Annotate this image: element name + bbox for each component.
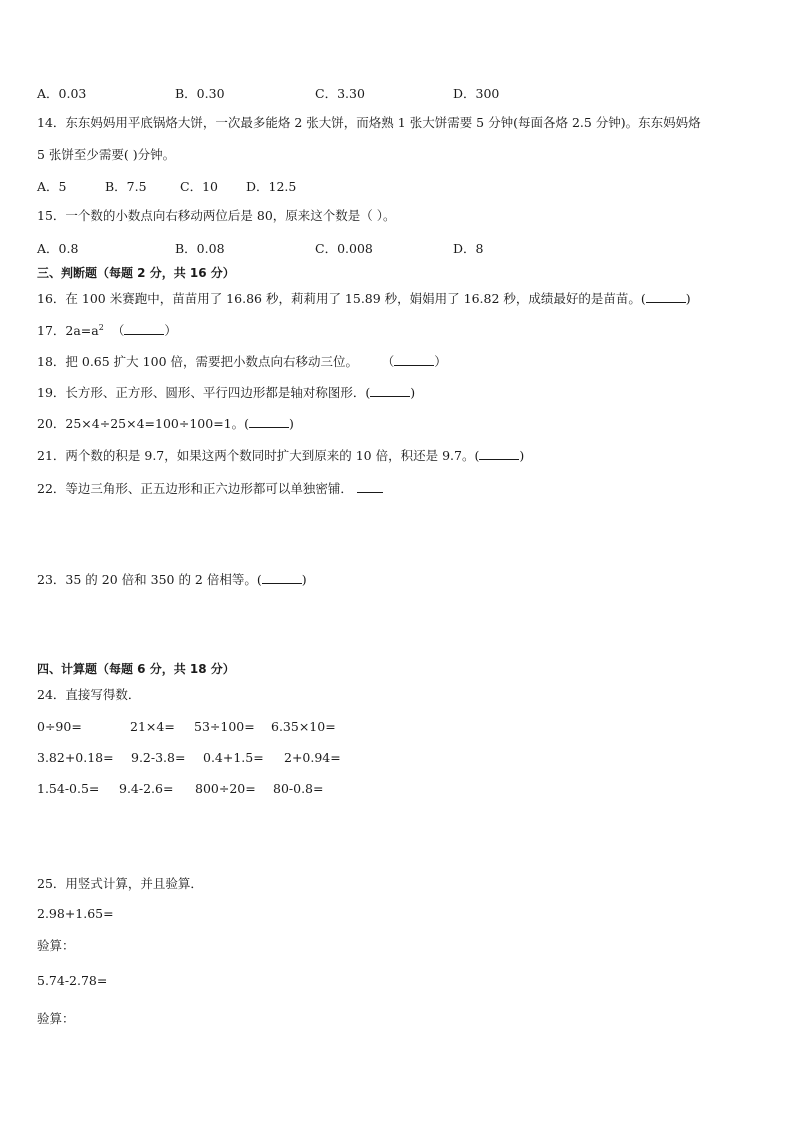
q25-check-label-1: 验算： xyxy=(37,938,75,953)
q17-answer-blank[interactable] xyxy=(124,323,164,335)
q14-option-c: C．10 xyxy=(180,179,218,194)
q14-text-line2: 5 张饼至少需要( )分钟。 xyxy=(37,147,176,162)
q24-row-3 xyxy=(37,781,323,796)
q25-expression-2: 5.74-2.78= xyxy=(37,973,108,988)
q18-open-paren: （ xyxy=(388,354,395,369)
q21-line xyxy=(37,448,524,464)
q13-option-b: B．0.30 xyxy=(175,86,225,101)
q21-text: 21．两个数的积是 9.7，如果这两个数同时扩大到原来的 10 倍，积还是 9.7。( xyxy=(37,448,480,463)
q24-problem: 0÷90= xyxy=(37,719,82,734)
q14-option-b: B．7.5 xyxy=(105,179,147,194)
q22-answer-blank[interactable] xyxy=(357,481,383,493)
q14-option-d: D．12.5 xyxy=(246,179,297,194)
q21-close-paren: ) xyxy=(519,448,525,463)
q17-text: 17．2a=a xyxy=(37,323,99,338)
q15-option-d: D．8 xyxy=(453,241,484,256)
q17-exponent: 2 xyxy=(98,322,104,332)
q15-option-b: B．0.08 xyxy=(175,241,225,256)
q24-problem: 800÷20= xyxy=(195,781,256,796)
q13-option-c: C．3.30 xyxy=(315,86,365,101)
q24-problem: 21×4= xyxy=(130,719,175,734)
q24-problem: 80-0.8= xyxy=(273,781,324,796)
q23-close-paren: ) xyxy=(301,572,307,587)
q16-close-paren: ) xyxy=(685,291,691,306)
q24-text: 24．直接写得数． xyxy=(37,687,141,702)
section3-title: 三、判断题（每题 2 分，共 16 分） xyxy=(37,266,235,280)
q25-text: 25．用竖式计算，并且验算． xyxy=(37,876,203,891)
q24-problem: 9.4-2.6= xyxy=(119,781,174,796)
q18-line xyxy=(37,354,447,370)
q24-problem: 6.35×10= xyxy=(271,719,336,734)
section4-title: 四、计算题（每题 6 分，共 18 分） xyxy=(37,662,235,676)
q20-answer-blank[interactable] xyxy=(249,416,289,428)
q23-answer-blank[interactable] xyxy=(262,572,302,584)
q20-close-paren: ) xyxy=(289,416,294,431)
q25-check-label-2: 验算： xyxy=(37,1011,75,1026)
q18-close-paren: ） xyxy=(434,354,447,369)
q19-close-paren: ) xyxy=(410,385,416,400)
q19-answer-blank[interactable] xyxy=(370,385,410,397)
q16-answer-blank[interactable] xyxy=(646,291,686,303)
q24-problem: 0.4+1.5= xyxy=(203,750,264,765)
q13-option-a: A．0.03 xyxy=(37,86,87,101)
q24-problem: 1.54-0.5= xyxy=(37,781,100,796)
q23-text: 23．35 的 20 倍和 350 的 2 倍相等。( xyxy=(37,572,262,587)
q13-option-d: D．300 xyxy=(453,86,500,101)
q20-line xyxy=(37,416,294,432)
q15-text: 15．一个数的小数点向右移动两位后是 80，原来这个数是（ ）。 xyxy=(37,208,396,223)
q18-answer-blank[interactable] xyxy=(394,354,434,366)
q24-problem: 2+0.94= xyxy=(284,750,341,765)
q19-text: 19．长方形、正方形、圆形、平行四边形都是轴对称图形．( xyxy=(37,385,371,400)
q17-close-paren: ） xyxy=(164,323,177,338)
q15-option-a: A．0.8 xyxy=(37,241,79,256)
q19-line xyxy=(37,385,415,401)
q17-line xyxy=(37,323,177,339)
q17-open-paren: （ xyxy=(111,323,125,338)
q14-option-a: A．5 xyxy=(37,179,67,194)
q24-row-2 xyxy=(37,750,341,765)
q24-problem: 3.82+0.18= xyxy=(37,750,114,765)
q18-text: 18．把 0.65 扩大 100 倍，需要把小数点向右移动三位。 xyxy=(37,354,358,369)
q25-expression-1: 2.98+1.65= xyxy=(37,906,114,921)
q14-text-line1: 14．东东妈妈用平底锅烙大饼，一次最多能烙 2 张大饼，而烙熟 1 张大饼需要 5 分钟(每面各烙 2.5 分钟)。东东妈妈烙 xyxy=(37,115,701,130)
q23-line xyxy=(37,572,307,588)
q15-option-c: C．0.008 xyxy=(315,241,373,256)
q21-answer-blank[interactable] xyxy=(479,448,519,460)
q24-problem: 53÷100= xyxy=(194,719,255,734)
q24-row-1 xyxy=(37,719,336,734)
q24-problem: 9.2-3.8= xyxy=(131,750,186,765)
q22-text: 22．等边三角形、正五边形和正六边形都可以单独密铺． xyxy=(37,481,353,496)
q22-line xyxy=(37,481,383,497)
q20-text: 20．25×4÷25×4=100÷100=1。( xyxy=(37,416,250,431)
q16-line xyxy=(37,291,691,307)
q16-text: 16．在 100 米赛跑中，苗苗用了 16.86 秒，莉莉用了 15.89 秒，娟娟用了 16.82 秒，成绩最好的是苗苗。( xyxy=(37,291,646,306)
